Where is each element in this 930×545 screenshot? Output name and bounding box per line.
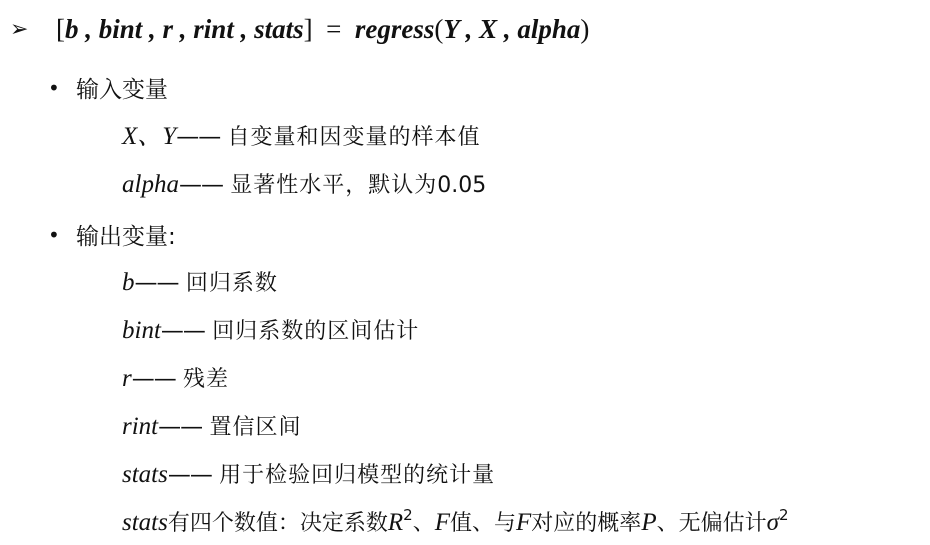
var-name: bint (122, 317, 161, 344)
em-dash: —— (160, 318, 205, 344)
output-rint: rint (193, 14, 234, 44)
var-f: F (516, 509, 532, 536)
function-name: regress (354, 14, 435, 44)
comma: , (465, 14, 473, 44)
function-signature (10, 16, 589, 43)
inputs-title: 输入变量 (76, 77, 168, 103)
var-description: 显著性水平，默认为 (230, 173, 438, 198)
bullet-icon: • (48, 76, 60, 100)
note-text: 值、与 (450, 511, 517, 536)
var-name: rint (122, 413, 159, 440)
var-name: stats (122, 509, 168, 536)
em-dash: —— (178, 172, 223, 198)
output-r: r (162, 14, 174, 44)
input-item-xy (122, 124, 481, 149)
var-description: 置信区间 (209, 415, 302, 440)
var-description: 残差 (183, 367, 230, 392)
var-description: 回归系数的区间估计 (212, 319, 420, 344)
outputs-heading (48, 225, 176, 249)
output-item-stats (122, 462, 495, 487)
comma: , (149, 14, 156, 44)
em-dash: —— (176, 124, 221, 150)
equals-sign: = (326, 14, 342, 44)
arg-y: Y (443, 14, 459, 44)
output-item-b (122, 270, 278, 295)
note-text: 有四个数值：决定系数 (167, 511, 388, 536)
comma: , (503, 14, 511, 44)
var-f: F (434, 509, 450, 536)
output-b: b (65, 14, 79, 44)
em-dash: —— (131, 366, 176, 392)
default-value: 0.05 (437, 173, 487, 198)
em-dash: —— (158, 414, 203, 440)
formula (56, 14, 589, 44)
var-name: alpha (122, 171, 179, 198)
outputs-title: 输出变量: (76, 224, 176, 250)
output-stats: stats (254, 14, 304, 44)
outputs-open-bracket: [ (56, 14, 65, 44)
note-text: 、无偏估计 (656, 511, 767, 536)
output-bint: bint (98, 14, 143, 44)
stats-note (122, 508, 789, 535)
comma: , (179, 14, 187, 44)
var-description: 自变量和因变量的样本值 (227, 125, 481, 150)
var-description: 用于检验回归模型的统计量 (219, 463, 496, 488)
arrow-bullet-icon: ➢ (10, 17, 29, 42)
em-dash: —— (167, 462, 212, 488)
var-p: P (641, 509, 657, 536)
var-sigma: σ (766, 509, 779, 536)
exponent: 2 (778, 506, 789, 524)
var-name: r (122, 365, 132, 392)
bullet-icon: • (48, 223, 60, 247)
output-item-rint (122, 414, 301, 439)
args-close-paren: ) (580, 14, 590, 44)
var-name: X、Y (122, 123, 177, 150)
output-item-r (122, 366, 229, 391)
inputs-heading (48, 78, 168, 102)
note-text: 、 (412, 511, 435, 536)
note-text: 对应的概率 (531, 511, 642, 536)
arg-x: X (479, 14, 498, 44)
var-description: 回归系数 (185, 271, 278, 296)
arg-alpha: alpha (517, 14, 581, 44)
comma: , (85, 14, 92, 44)
em-dash: —— (134, 270, 179, 296)
var-name: stats (122, 461, 168, 488)
input-item-alpha (122, 172, 486, 197)
exponent: 2 (403, 506, 413, 524)
args-open-paren: ( (434, 14, 444, 44)
outputs-close-bracket: ] (303, 14, 313, 44)
var-name: b (122, 269, 135, 296)
comma: , (240, 14, 248, 44)
var-r: R (387, 509, 404, 536)
output-item-bint (122, 318, 419, 343)
